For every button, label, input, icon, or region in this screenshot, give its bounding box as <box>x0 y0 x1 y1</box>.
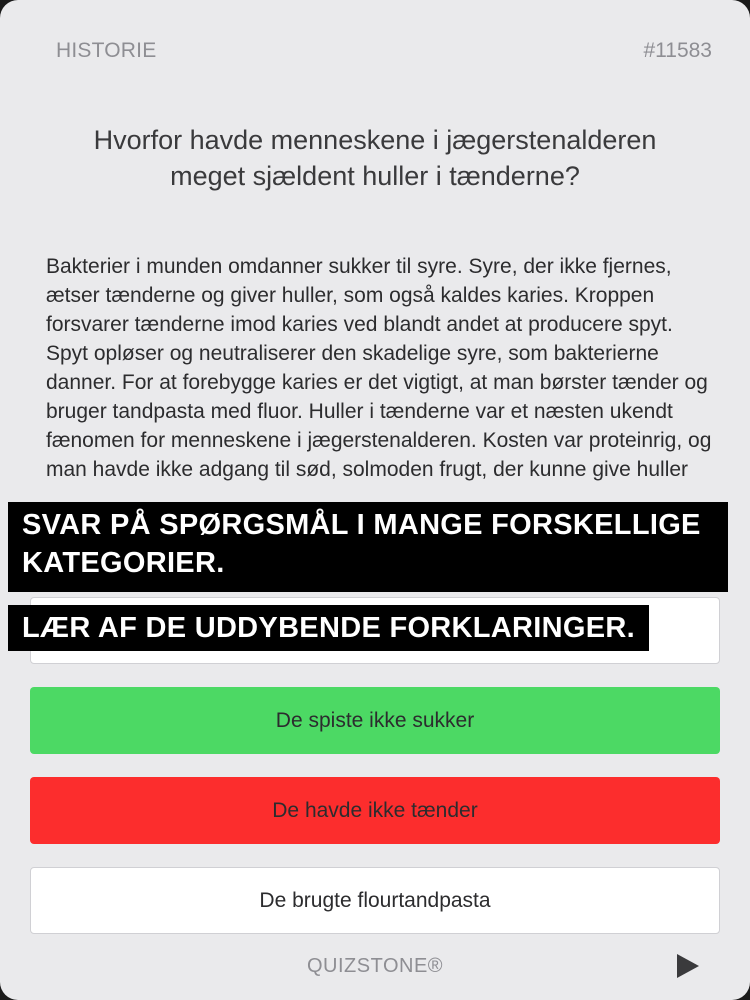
brand-label: QUIZSTONE® <box>306 955 444 977</box>
play-icon[interactable] <box>676 953 700 979</box>
answer-label: De spiste ikke sukker <box>275 708 475 732</box>
promo-banner-line2: LÆR AF DE UDDYBENDE FORKLARINGER. <box>8 605 649 651</box>
answer-label: De brugte flourtandpasta <box>259 888 491 912</box>
question-text: Hvorfor havde menneskene i jægerstenalderen meget sjældent huller i tænderne? <box>93 125 657 191</box>
answer-button-correct[interactable] <box>30 687 720 754</box>
answer-label: De havde ikke tænder <box>272 798 478 822</box>
answer-button-wrong[interactable] <box>30 777 720 844</box>
question-id: #11583 <box>643 39 712 62</box>
promo-banner-line1: SVAR PÅ SPØRGSMÅL I MANGE FORSKELLIGE KATEGORIER. <box>8 502 728 592</box>
answer-button-neutral[interactable] <box>30 867 720 934</box>
category-label: HISTORIE <box>56 39 157 62</box>
explanation-text: Bakterier i munden omdanner sukker til syre. Syre, der ikke fjernes, ætser tænderne og giver huller, som også kaldes karies. Kroppen forsvarer tænderne imod karies ved blandt andet at producere spyt. Spyt opløser og neutraliserer den skadelige syre, som bakterierne danner. For at forebygge karies er det vigtigt, at man børster tænder og bruger tandpasta med fluor. Huller i tænderne var et næsten ukendt fænomen for menneskene i jægerstenalderen. Kosten var proteinrig, og man havde ikke adgang til sød, solmoden frugt, der kunne give huller <box>46 255 712 481</box>
